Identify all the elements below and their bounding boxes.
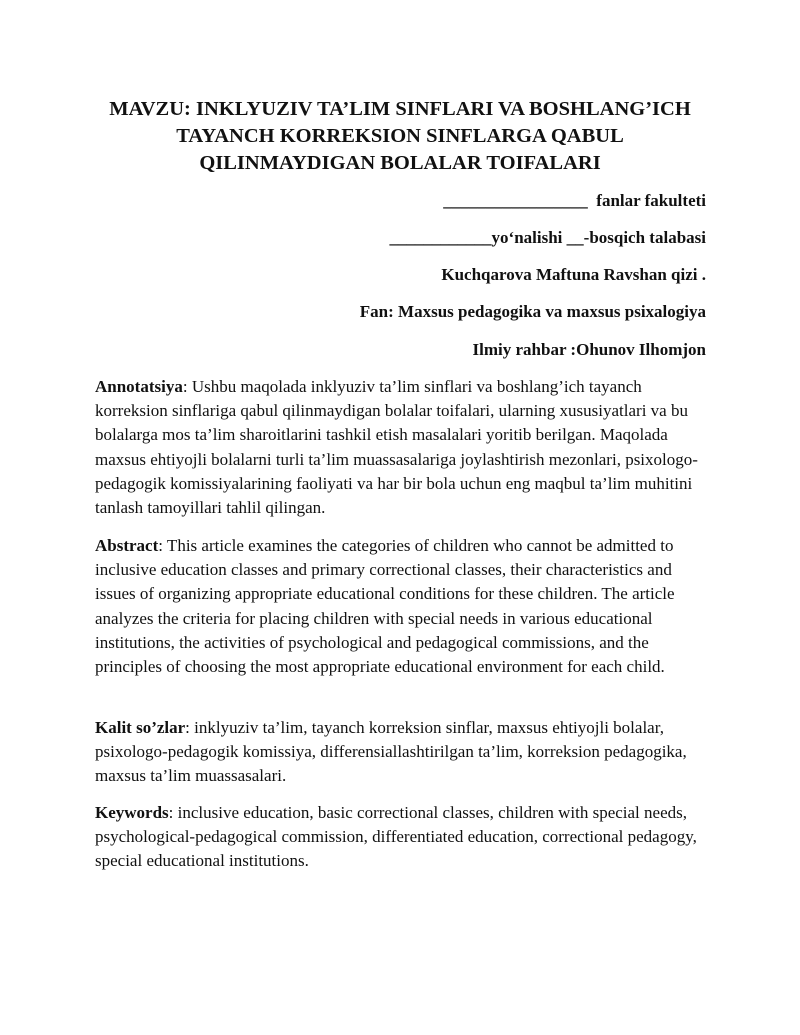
title-line-2: TAYANCH KORREKSION SINFLARGA QABUL [176, 125, 624, 147]
kalit-text: : inklyuziv ta’lim, tayanch korreksion sinflar, maxsus ehtiyojli bolalar, psixologo-pedagogik komissiya, differensiallashtirilgan ta’lim, korreksion pedagogika, maxsus ta’lim muassasalari. [95, 718, 687, 786]
supervisor-line: Ilmiy rahbar :Ohunov Ilhomjon [472, 340, 706, 359]
keywords-label: Keywords [95, 803, 169, 822]
abstract-label: Abstract [95, 536, 159, 555]
annotation-paragraph [95, 375, 715, 520]
title-line-3: QILINMAYDIGAN BOLALAR TOIFALARI [199, 152, 601, 174]
direction-line: ____________yo‘nalishi __-bosqich talabasi [389, 228, 706, 247]
abstract-text: : This article examines the categories of children who cannot be admitted to inclusive education classes and primary correctional classes, their characteristics and issues of organizing appropriate educational conditions for these children. The article analyzes the criteria for placing children with special needs in various educational institutions, the activities of psychological and pedagogical commissions, and the principles of choosing the most appropriate educational environment for each child. [95, 536, 675, 677]
faculty-line: _________________ fanlar fakulteti [443, 191, 706, 210]
subject-line: Fan: Maxsus pedagogika va maxsus psixalogiya [359, 302, 706, 321]
abstract-paragraph [95, 534, 715, 679]
annotation-text: : Ushbu maqolada inklyuziv ta’lim sinflari va boshlang’ich tayanch korreksion sinflariga qabul qilinmaydigan bolalar toifalari, ularning xususiyatlari va bu bolalarga mos ta’lim sharoitlarini tashkil etish masalalari yoritib berilgan. Maqolada maxsus ehtiyojli bolalarni turli ta’lim muassasalariga joylashtirish mezonlari, psixologo-pedagogik komissiyalarining faoliyati va har bir bola uchun eng maqbul ta’lim muhitini tanlash tamoyillari tahlil qilingan. [95, 377, 698, 518]
title-line-1: MAVZU: INKLYUZIV TA’LIM SINFLARI VA BOSHLANG’ICH [109, 98, 691, 120]
paper-title [60, 96, 740, 177]
annotation-label: Annotatsiya [95, 377, 183, 396]
kalit-label: Kalit so’zlar [95, 718, 186, 737]
keywords-paragraph [95, 801, 715, 874]
author-name: Kuchqarova Maftuna Ravshan qizi . [441, 265, 706, 284]
kalit-paragraph [95, 716, 715, 789]
keywords-text: : inclusive education, basic correctional classes, children with special needs, psychological-pedagogical commission, differentiated education, correctional pedagogy, special educational institutions. [95, 803, 697, 871]
